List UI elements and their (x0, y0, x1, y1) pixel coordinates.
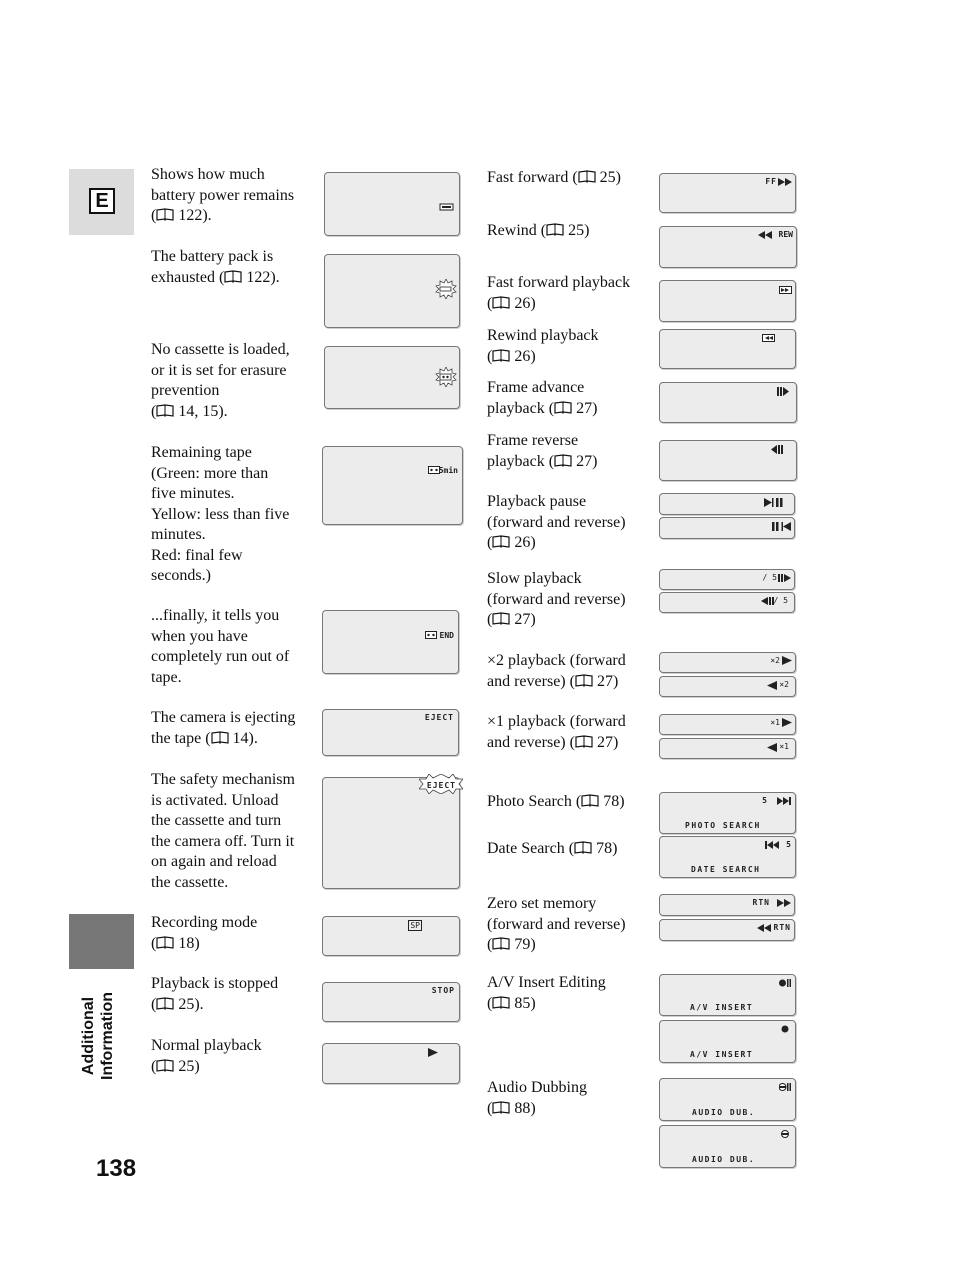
photo-search-text: PHOTO SEARCH (685, 821, 761, 830)
photo-search-number: 5 (762, 796, 768, 805)
rtn-forward-text: RTN (752, 898, 770, 907)
display-rewind-playback (659, 329, 796, 369)
section-label-line2: Information (99, 992, 116, 1080)
rtn-reverse-text: RTN (773, 923, 791, 932)
book-icon (546, 222, 564, 235)
display-date-search (659, 836, 796, 878)
desc-audio-dubbing: Audio Dubbing ( 88) (487, 1079, 587, 1117)
play-icon (782, 656, 792, 665)
frame-reverse-icon (771, 445, 783, 454)
book-icon (156, 207, 174, 220)
skip-back-icon (765, 841, 779, 849)
language-letter: E (89, 188, 115, 214)
rewind-icon (757, 924, 771, 932)
desc-x1-playback: ×1 playback (forward and reverse) ( 27) (487, 713, 626, 751)
ff-playback-icon (779, 286, 792, 294)
display-battery-exhausted (324, 254, 460, 328)
slow-forward-icon (778, 574, 791, 582)
frame-advance-icon (777, 387, 789, 396)
x1-reverse-text: ×1 (779, 742, 789, 751)
display-battery-remaining (324, 172, 460, 236)
record-icon (781, 1025, 789, 1033)
play-icon (782, 718, 792, 727)
desc-playback-stopped: Playback is stopped ( 25). (151, 975, 279, 1013)
desc-tape-end: ...finally, it tells you when you have completely run out of tape. (151, 607, 290, 686)
book-icon (156, 403, 174, 416)
book-icon (574, 840, 592, 853)
desc-no-cassette: No cassette is loaded, or it is set for erasure prevention ( 14, 15). (151, 341, 290, 420)
x1-forward-text: ×1 (770, 718, 780, 727)
book-icon (211, 730, 229, 743)
display-zero-set-forward (659, 894, 795, 916)
desc-date-search: Date Search ( 78) (487, 840, 618, 857)
display-audio-dub-pause (659, 1078, 796, 1121)
desc-frame-advance: Frame advance playback ( 27) (487, 379, 598, 417)
display-x1-reverse (659, 738, 796, 759)
book-icon (492, 936, 510, 949)
display-stop (322, 982, 460, 1022)
display-x2-reverse (659, 676, 796, 697)
audio-dub-text-2: AUDIO DUB. (692, 1155, 756, 1164)
display-pause-reverse (659, 517, 795, 539)
display-frame-reverse (659, 440, 797, 481)
tape-end-text: END (439, 631, 454, 640)
section-label-line1: Additional (80, 996, 97, 1076)
book-icon (156, 996, 174, 1009)
book-icon (581, 793, 599, 806)
eject-warning-text: EJECT (426, 781, 456, 790)
section-tab-marker (69, 914, 134, 969)
display-recording-mode (322, 916, 460, 956)
display-frame-advance (659, 382, 797, 423)
display-fast-forward (659, 173, 796, 213)
display-av-insert-pause (659, 974, 796, 1016)
display-pause-forward (659, 493, 795, 515)
display-slow-forward (659, 569, 795, 590)
stop-text: STOP (431, 986, 455, 995)
display-x1-forward (659, 714, 796, 735)
date-search-number: 5 (786, 840, 792, 849)
desc-frame-reverse: Frame reverse playback ( 27) (487, 432, 598, 470)
av-insert-text-2: A/V INSERT (690, 1050, 754, 1059)
book-icon (492, 995, 510, 1008)
cassette-flash-icon (435, 367, 457, 387)
page-number: 138 (96, 1155, 137, 1182)
play-pause-icon (764, 498, 783, 507)
desc-rewind-playback: Rewind playback ( 26) (487, 327, 599, 365)
desc-slow-playback: Slow playback (forward and reverse) ( 27) (487, 570, 626, 628)
display-av-insert-record (659, 1020, 796, 1063)
desc-photo-search: Photo Search ( 78) (487, 793, 625, 810)
display-normal-playback (322, 1043, 460, 1084)
desc-ejecting: The camera is ejecting the tape ( 14). (151, 709, 296, 747)
slow-reverse-text: / 5 (773, 596, 788, 605)
battery-icon (439, 203, 455, 211)
x2-reverse-text: ×2 (779, 680, 789, 689)
book-icon (492, 348, 510, 361)
book-icon (156, 935, 174, 948)
reverse-play-icon (767, 681, 777, 690)
book-icon (578, 169, 596, 182)
book-icon (554, 453, 572, 466)
display-remaining-tape (322, 446, 463, 525)
av-insert-text-1: A/V INSERT (690, 1003, 754, 1012)
book-icon (575, 673, 593, 686)
slow-forward-text: / 5 (762, 573, 777, 582)
pause-reverse-icon (772, 522, 791, 531)
desc-battery-remaining: Shows how much battery power remains ( 122). (151, 166, 295, 224)
desc-battery-exhausted: The battery pack is exhausted ( 122). (151, 248, 280, 286)
desc-av-insert: A/V Insert Editing ( 85) (487, 974, 606, 1012)
language-tab (69, 169, 134, 235)
display-safety-eject (322, 777, 460, 889)
battery-flash-icon (435, 279, 457, 299)
desc-normal-playback: Normal playback ( 25) (151, 1037, 262, 1075)
book-icon (492, 295, 510, 308)
display-eject (322, 709, 459, 756)
desc-zero-set-memory: Zero set memory (forward and reverse) ( 79) (487, 895, 626, 953)
display-slow-reverse (659, 592, 795, 613)
audio-dub-pause-icon (779, 1083, 791, 1091)
desc-safety-mechanism: The safety mechanism is activated. Unload the cassette and turn the camera off. Turn it on again and reload the cassette. (151, 771, 295, 891)
ff-text: FF (765, 177, 777, 186)
display-tape-end (322, 610, 459, 674)
slow-reverse-icon (761, 597, 774, 605)
desc-fast-forward: Fast forward ( 25) (487, 169, 621, 186)
date-search-text: DATE SEARCH (691, 865, 761, 874)
desc-ff-playback: Fast forward playback ( 26) (487, 274, 631, 312)
book-icon (575, 734, 593, 747)
desc-rewind: Rewind ( 25) (487, 222, 590, 239)
skip-forward-icon (777, 797, 791, 805)
play-icon (427, 1048, 439, 1057)
display-audio-dub-record (659, 1125, 796, 1168)
display-photo-search (659, 792, 796, 834)
desc-playback-pause: Playback pause (forward and reverse) ( 26) (487, 493, 626, 551)
remaining-time: 5min (438, 466, 458, 475)
desc-remaining-tape: Remaining tape (Green: more than five minutes. Yellow: less than five minutes. Red: final few seconds.) (151, 444, 290, 584)
x2-forward-text: ×2 (770, 656, 780, 665)
rewind-icon (758, 231, 772, 239)
sp-mode-badge: SP (410, 921, 420, 930)
eject-text: EJECT (424, 713, 454, 722)
rew-text: REW (778, 230, 793, 239)
book-icon (554, 400, 572, 413)
record-pause-icon (779, 979, 791, 987)
fast-forward-icon (777, 899, 791, 907)
display-no-cassette (324, 346, 460, 409)
section-label (79, 981, 149, 1091)
cassette-icon (425, 631, 437, 639)
book-icon (492, 1100, 510, 1113)
desc-recording-mode: Recording mode ( 18) (151, 914, 258, 952)
display-rewind (659, 226, 797, 268)
reverse-play-icon (767, 743, 777, 752)
book-icon (492, 534, 510, 547)
display-zero-set-reverse (659, 919, 795, 941)
book-icon (156, 1058, 174, 1071)
book-icon (224, 269, 242, 282)
audio-dub-text-1: AUDIO DUB. (692, 1108, 756, 1117)
book-icon (492, 611, 510, 624)
display-ff-playback (659, 280, 796, 322)
desc-x2-playback: ×2 playback (forward and reverse) ( 27) (487, 652, 626, 690)
fast-forward-icon (778, 178, 792, 186)
display-x2-forward (659, 652, 796, 673)
rewind-playback-icon (762, 334, 775, 342)
audio-dub-icon (781, 1130, 789, 1138)
